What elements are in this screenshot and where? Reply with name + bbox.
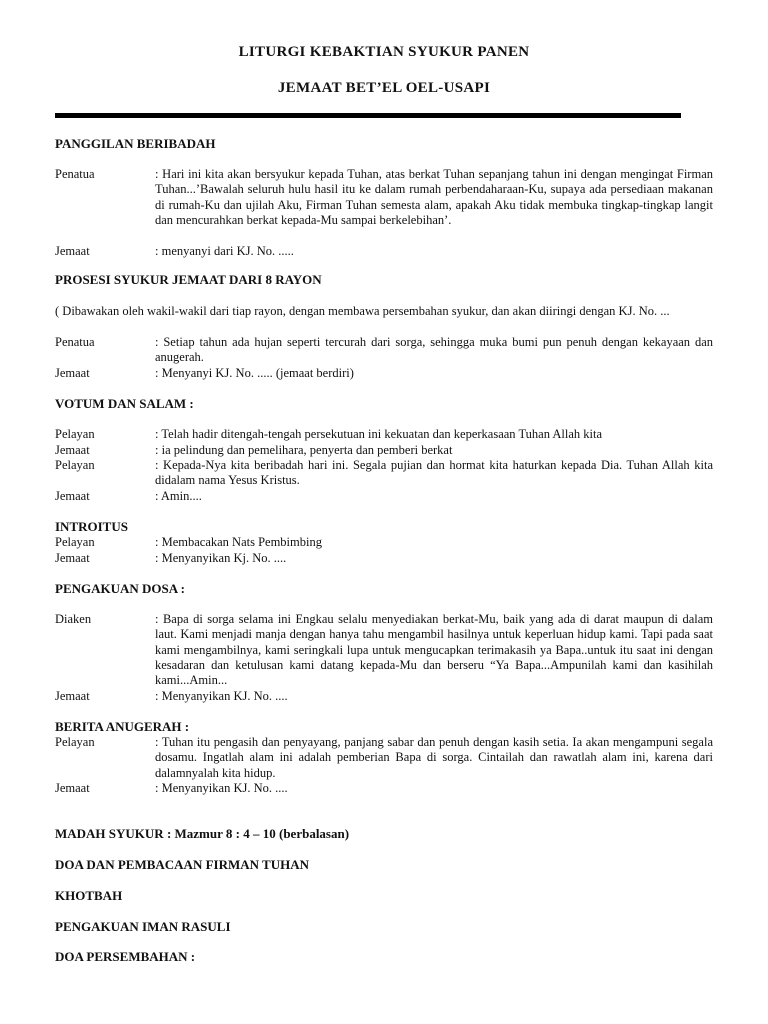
document-subtitle: JEMAAT BET’EL OEL-USAPI bbox=[277, 80, 491, 96]
liturgy-text: : Menyanyikan Kj. No. .... bbox=[155, 551, 287, 565]
liturgy-text: : Setiap tahun ada hujan seperti tercurah dari sorga, sehingga muka bumi pun penuh dengan kekayaan dan anugerah. bbox=[155, 335, 713, 365]
role-label: Pelayan bbox=[55, 535, 95, 549]
title-divider bbox=[55, 113, 681, 118]
role-label: Pelayan bbox=[55, 735, 95, 749]
liturgy-line bbox=[55, 535, 713, 551]
role-label: Jemaat bbox=[55, 443, 90, 457]
liturgy-line bbox=[55, 244, 713, 260]
heading-doa-pembacaan-firman: DOA DAN PEMBACAAN FIRMAN TUHAN bbox=[55, 857, 309, 872]
liturgy-text: : Menyanyi KJ. No. ..... (jemaat berdiri) bbox=[155, 366, 354, 380]
liturgy-text: : Amin.... bbox=[155, 489, 202, 503]
role-label: Jemaat bbox=[55, 366, 90, 380]
role-label: Diaken bbox=[55, 612, 92, 626]
liturgy-line bbox=[55, 735, 713, 781]
heading-introitus: INTROITUS bbox=[55, 519, 128, 534]
liturgy-line bbox=[55, 335, 713, 366]
liturgy-line bbox=[55, 489, 713, 505]
liturgy-line bbox=[55, 551, 713, 567]
role-label: Jemaat bbox=[55, 551, 90, 565]
heading-doa-persembahan: DOA PERSEMBAHAN : bbox=[55, 949, 196, 964]
liturgy-line bbox=[55, 458, 713, 489]
liturgy-text: : Kepada-Nya kita beribadah hari ini. Segala pujian dan hormat kita haturkan kepada Dia. Tuhan Allah kita didalam nama Yesus Kristus. bbox=[155, 458, 713, 488]
heading-pengakuan-dosa: PENGAKUAN DOSA : bbox=[55, 581, 186, 596]
liturgy-text: : Menyanyikan KJ. No. .... bbox=[155, 689, 288, 703]
heading-berita-anugerah: BERITA ANUGERAH : bbox=[55, 719, 190, 734]
liturgy-text: : Membacakan Nats Pembimbing bbox=[155, 535, 322, 549]
liturgy-text: : Hari ini kita akan bersyukur kepada Tuhan, atas berkat Tuhan sepanjang tahun ini dengan mengingat Firman Tuhan...’Bawalah seluruh hulu hasil itu ke dalam rumah perbendaharaan-Ku, supaya ada persediaan makanan di rumah-Ku dan ujilah Aku, Firman Tuhan semesta alam, apakah Aku tidak membuka tingkap-tingkap langit dan mencurahkan berkat kepada-Mu sampai berkelebihan’. bbox=[155, 167, 713, 227]
heading-panggilan-beribadah: PANGGILAN BERIBADAH bbox=[55, 136, 216, 151]
liturgy-text: : Telah hadir ditengah-tengah persekutuan ini kekuatan dan keperkasaan Tuhan Allah kita bbox=[155, 427, 603, 441]
liturgy-line bbox=[55, 366, 713, 382]
heading-prosesi-syukur: PROSESI SYUKUR JEMAAT DARI 8 RAYON bbox=[55, 272, 322, 287]
role-label: Jemaat bbox=[55, 489, 90, 503]
liturgy-text: : Bapa di sorga selama ini Engkau selalu menyediakan berkat-Mu, baik yang ada di darat maupun di dalam laut. Kami menjadi manja dengan hanya tahu mengambil hasilnya untuk keperluan hidup kami. Tapi pada saat kami mengambilnya, kami seringkali lupa untuk mengucapkan terimakasih ya Bapa..untuk itu saat ini dengan kesadaran dan ketulusan kami datang kepada-Mu dan berseru “Ya Bapa...Ampunilah kami dan kasihilah kami...Amin... bbox=[155, 612, 713, 688]
role-label: Jemaat bbox=[55, 689, 90, 703]
heading-votum-dan-salam: VOTUM DAN SALAM : bbox=[55, 396, 194, 411]
role-label: Pelayan bbox=[55, 427, 95, 441]
liturgy-text: : Tuhan itu pengasih dan penyayang, panjang sabar dan penuh dengan kasih setia. Ia akan mengampuni segala dosamu. Ingatlah alam ini adalah pemberian Bapa di sorga. Cintailah dan rawatlah alam ini, karena dari dalamnyalah kita hidup. bbox=[155, 735, 713, 780]
liturgy-line bbox=[55, 689, 713, 705]
role-label: Pelayan bbox=[55, 458, 95, 472]
role-label: Jemaat bbox=[55, 781, 90, 795]
liturgy-text: : menyanyi dari KJ. No. ..... bbox=[155, 244, 294, 258]
heading-madah-syukur: MADAH SYUKUR : Mazmur 8 : 4 – 10 (berbalasan) bbox=[55, 826, 350, 841]
prosesi-note: ( Dibawakan oleh wakil-wakil dari tiap rayon, dengan membawa persembahan syukur, dan akan diiringi dengan KJ. No. ... bbox=[55, 304, 670, 318]
liturgy-line bbox=[55, 612, 713, 689]
liturgy-line bbox=[55, 781, 713, 797]
role-label: Jemaat bbox=[55, 244, 90, 258]
liturgy-text: : Menyanyikan KJ. No. .... bbox=[155, 781, 288, 795]
document-title: LITURGI KEBAKTIAN SYUKUR PANEN bbox=[238, 44, 530, 60]
role-label: Penatua bbox=[55, 335, 95, 349]
role-label: Penatua bbox=[55, 167, 95, 181]
liturgy-line bbox=[55, 443, 713, 459]
liturgy-line bbox=[55, 167, 713, 244]
liturgy-line bbox=[55, 427, 713, 443]
heading-pengakuan-iman-rasuli: PENGAKUAN IMAN RASULI bbox=[55, 919, 231, 934]
heading-khotbah: KHOTBAH bbox=[55, 888, 123, 903]
liturgy-text: : ia pelindung dan pemelihara, penyerta dan pemberi berkat bbox=[155, 443, 453, 457]
